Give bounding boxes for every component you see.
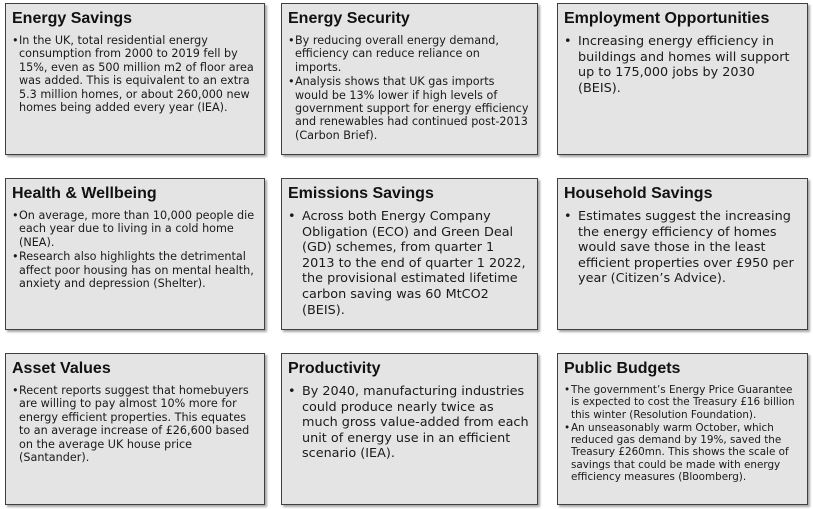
bullet-list	[288, 34, 529, 142]
bullet-item: • Increasing energy efficiency in buildings and homes will support up to 175,000 jobs by 2030 (BEIS).	[564, 34, 799, 96]
bullet-list	[564, 209, 799, 287]
card-productivity	[281, 353, 538, 505]
bullet-item: • Research also highlights the detrimental affect poor housing has on mental health, anxiety and depression (Shelter).	[12, 250, 256, 290]
bullet-item: • Estimates suggest the increasing the energy efficiency of homes would save those in the least efficient properties over £950 per year (Citizen’s Advice).	[564, 209, 799, 287]
card-energy-security	[281, 3, 538, 155]
bullet-list	[288, 384, 529, 462]
card-public-budgets	[557, 353, 808, 505]
bullet-list	[288, 209, 529, 318]
card-title: Public Budgets	[564, 360, 681, 377]
bullet-item: • The government’s Energy Price Guarantee is expected to cost the Treasury £16 billion this winter (Resolution Foundation).	[564, 384, 799, 421]
card-title: Energy Security	[288, 10, 410, 27]
bullet-list	[564, 384, 799, 483]
card-title: Energy Savings	[12, 10, 133, 27]
bullet-list	[12, 34, 256, 114]
card-health-wellbeing	[5, 178, 265, 330]
card-title: Emissions Savings	[288, 185, 434, 202]
card-title: Asset Values	[12, 360, 111, 377]
bullet-item: • By reducing overall energy demand, efficiency can reduce reliance on imports.	[288, 34, 529, 74]
bullet-item: • In the UK, total residential energy consumption from 2000 to 2019 fell by 15%, even as 500 million m2 of floor area was added. This is equivalent to an extra 5.3 million homes, or about 260,000 new homes being added every year (IEA).	[12, 34, 256, 114]
bullet-list	[12, 209, 256, 290]
card-household-savings	[557, 178, 808, 330]
card-title: Household Savings	[564, 185, 713, 202]
bullet-item: • Recent reports suggest that homebuyers are willing to pay almost 10% more for energy efficient properties. This equates to an average increase of £26,600 based on the average UK house price (Santander).	[12, 384, 256, 464]
bullet-item: • By 2040, manufacturing industries could produce nearly twice as much gross value-added from each unit of energy use in an efficient scenario (IEA).	[288, 384, 529, 462]
bullet-item: • An unseasonably warm October, which reduced gas demand by 19%, saved the Treasury £260mn. This shows the scale of savings that could be made with energy efficiency measures (Bloomberg).	[564, 422, 799, 483]
card-emissions-savings	[281, 178, 538, 330]
card-asset-values	[5, 353, 265, 505]
card-title: Employment Opportunities	[564, 10, 770, 27]
bullet-item: • Analysis shows that UK gas imports would be 13% lower if high levels of government support for energy efficiency and renewables had continued post-2013 (Carbon Brief).	[288, 75, 529, 142]
card-title: Productivity	[288, 360, 381, 377]
bullet-list	[564, 34, 799, 96]
card-title: Health & Wellbeing	[12, 185, 157, 202]
card-employment-opportunities	[557, 3, 808, 155]
bullet-item: • On average, more than 10,000 people die each year due to living in a cold home (NEA).	[12, 209, 256, 249]
bullet-list	[12, 384, 256, 464]
bullet-item: • Across both Energy Company Obligation (ECO) and Green Deal (GD) schemes, from quarter 1 2013 to the end of quarter 1 2022, the provisional estimated lifetime carbon saving was 60 MtCO2 (BEIS).	[288, 209, 529, 318]
card-energy-savings	[5, 3, 265, 155]
